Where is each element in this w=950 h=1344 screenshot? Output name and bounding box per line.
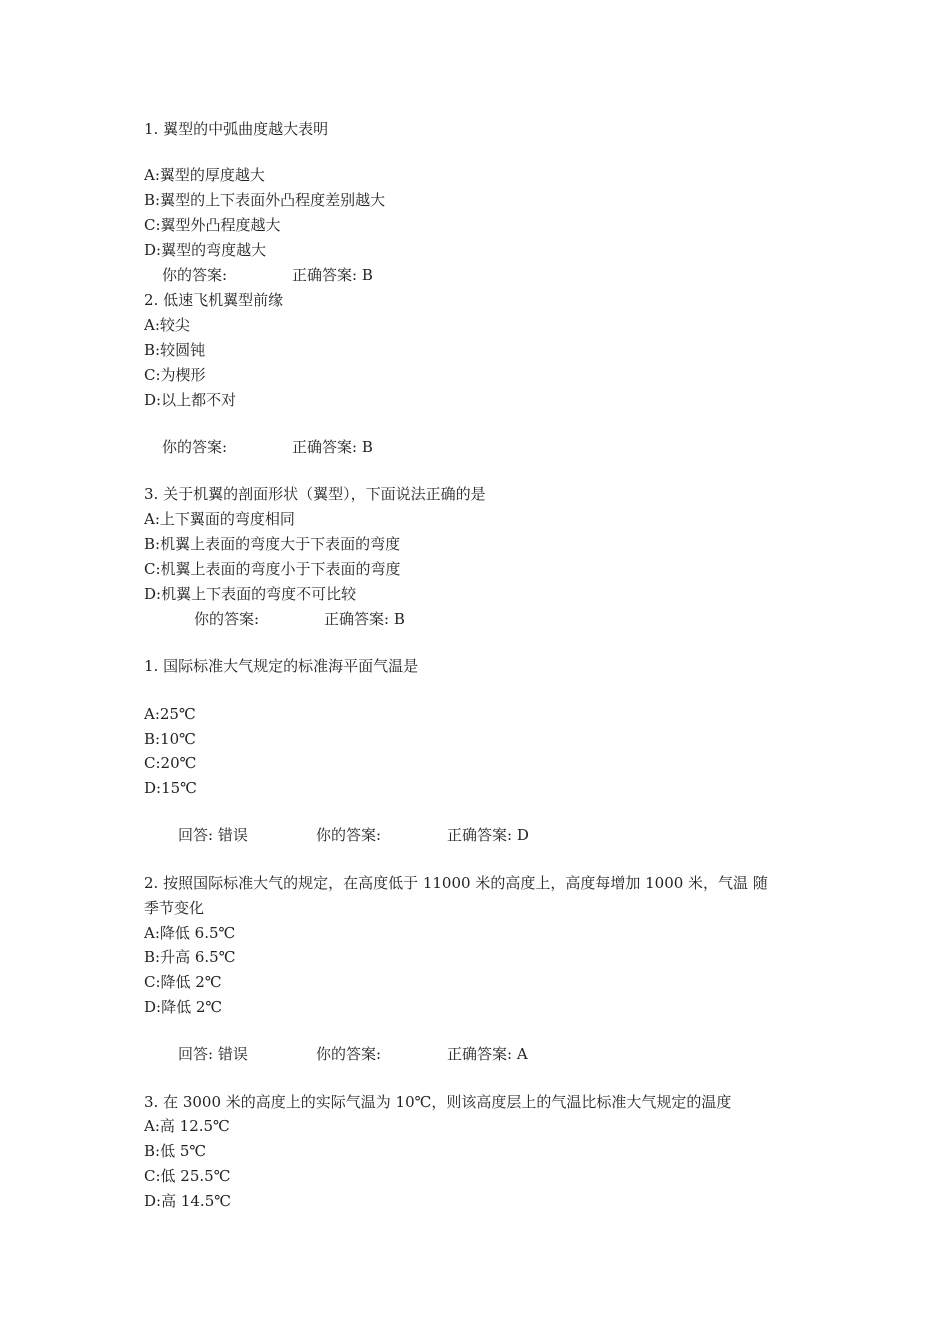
your-answer-label: 你的答案: <box>162 266 228 284</box>
your-answer-label: 你的答案: <box>316 826 382 844</box>
option-a: A:翼型的厚度越大 <box>144 166 265 184</box>
option-a: A:较尖 <box>144 316 190 334</box>
option-c: C:20℃ <box>144 754 197 772</box>
option-b: B:10℃ <box>144 730 196 748</box>
question-5-stem-line2: 季节变化 <box>144 899 205 917</box>
correct-answer: 正确答案: A <box>447 1045 528 1063</box>
question-1-stem: 1. 翼型的中弧曲度越大表明 <box>144 120 329 138</box>
option-b: B:翼型的上下表面外凸程度差别越大 <box>144 191 386 209</box>
option-d: D:高 14.5℃ <box>144 1192 232 1210</box>
option-d: D:降低 2℃ <box>144 998 223 1016</box>
correct-answer: 正确答案: B <box>292 266 373 284</box>
reply-result: 回答: 错误 <box>178 826 248 844</box>
option-a: A:上下翼面的弯度相同 <box>144 510 295 528</box>
option-d: D:以上都不对 <box>144 391 237 409</box>
option-d: D:15℃ <box>144 779 197 797</box>
option-b: B:低 5℃ <box>144 1142 207 1160</box>
question-4-stem: 1. 国际标准大气规定的标准海平面气温是 <box>144 657 419 675</box>
your-answer-label: 你的答案: <box>316 1045 382 1063</box>
question-3-stem: 3. 关于机翼的剖面形状（翼型），下面说法正确的是 <box>144 485 486 503</box>
option-b: B:升高 6.5℃ <box>144 948 236 966</box>
option-b: B:较圆钝 <box>144 341 206 359</box>
correct-answer: 正确答案: D <box>447 826 529 844</box>
option-c: C:机翼上表面的弯度小于下表面的弯度 <box>144 560 401 578</box>
your-answer-label: 你的答案: <box>194 610 260 628</box>
question-6-stem: 3. 在 3000 米的高度上的实际气温为 10℃，则该高度层上的气温比标准大气规定的温度 <box>144 1093 732 1111</box>
option-c: C:降低 2℃ <box>144 973 222 991</box>
correct-answer: 正确答案: B <box>324 610 405 628</box>
option-a: A:高 12.5℃ <box>144 1117 230 1135</box>
option-d: D:翼型的弯度越大 <box>144 241 267 259</box>
reply-result: 回答: 错误 <box>178 1045 248 1063</box>
question-2-stem: 2. 低速飞机翼型前缘 <box>144 291 284 309</box>
option-c: C:为楔形 <box>144 366 206 384</box>
option-b: B:机翼上表面的弯度大于下表面的弯度 <box>144 535 401 553</box>
option-a: A:25℃ <box>144 705 196 723</box>
question-5-stem-line1: 2. 按照国际标准大气的规定，在高度低于 11000 米的高度上，高度每增加 1000 米，气温 随 <box>144 874 768 892</box>
option-c: C:翼型外凸程度越大 <box>144 216 281 234</box>
option-c: C:低 25.5℃ <box>144 1167 231 1185</box>
option-d: D:机翼上下表面的弯度不可比较 <box>144 585 357 603</box>
option-a: A:降低 6.5℃ <box>144 924 236 942</box>
correct-answer: 正确答案: B <box>292 438 373 456</box>
your-answer-label: 你的答案: <box>162 438 228 456</box>
